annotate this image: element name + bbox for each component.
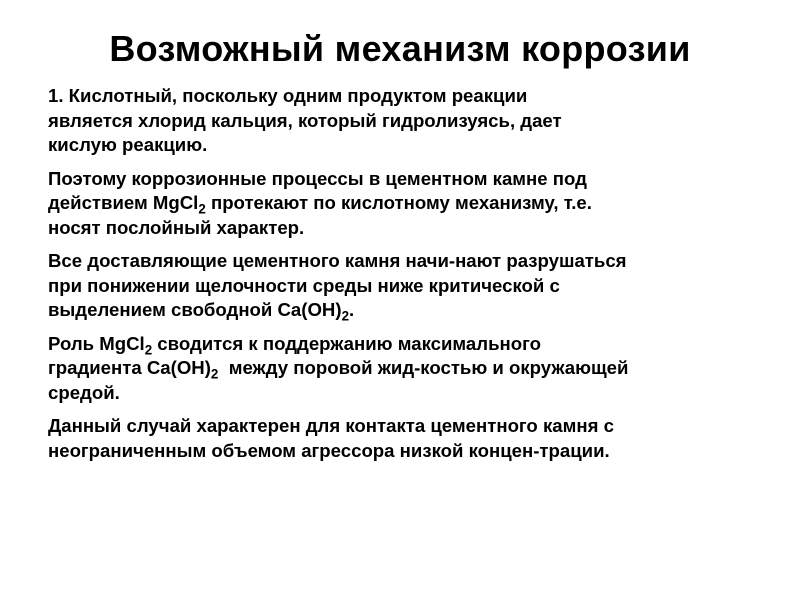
text-segment: . <box>349 299 355 320</box>
text-segment: выделением свободной Ca(OH) <box>48 299 342 320</box>
text-line: является хлорид кальция, который гидролизуясь, дает <box>48 109 562 131</box>
text-segment: протекают по кислотному механизму, т.е. <box>205 192 592 213</box>
text-line: носят послойный характер. <box>48 216 305 238</box>
subscript: 2 <box>341 308 350 324</box>
text-line <box>48 298 758 323</box>
subscript: 2 <box>210 366 219 382</box>
slide-title: Возможный механизм коррозии <box>109 28 691 69</box>
text-segment: сводится к поддержанию максимального <box>152 332 541 354</box>
slide-body <box>48 84 758 472</box>
text-segment: Роль MgCl <box>48 332 145 354</box>
text-line <box>48 332 758 357</box>
paragraph-contact-case <box>48 414 758 463</box>
paragraph-mgcl2-role <box>48 332 758 406</box>
text-line: Все доставляющие цементного камня начи-нают разрушаться <box>48 250 627 271</box>
paragraph-corrosion-process <box>48 167 758 241</box>
text-segment: действием MgCl <box>48 192 199 213</box>
text-line: при понижении щелочности среды ниже критической с <box>48 274 560 296</box>
text-line: средой. <box>48 381 120 403</box>
text-line: Данный случай характерен для контакта цементного камня с <box>48 415 614 436</box>
text-segment: градиента Ca(OH) <box>48 357 211 378</box>
text-line <box>48 356 758 381</box>
paragraph-destruction <box>48 249 758 323</box>
text-line: кислую реакцию. <box>48 134 208 155</box>
paragraph-acid-mechanism <box>48 84 758 158</box>
text-line: 1. Кислотный, поскольку одним продуктом реакции <box>48 85 528 106</box>
subscript: 2 <box>144 341 153 357</box>
text-line: Поэтому коррозионные процессы в цементном камне под <box>48 167 587 189</box>
text-line: неограниченным объемом агрессора низкой концен-трации. <box>48 439 610 461</box>
subscript: 2 <box>198 201 206 217</box>
text-line <box>48 191 758 216</box>
text-segment: между поровой жид-костью и окружающей <box>218 357 629 378</box>
